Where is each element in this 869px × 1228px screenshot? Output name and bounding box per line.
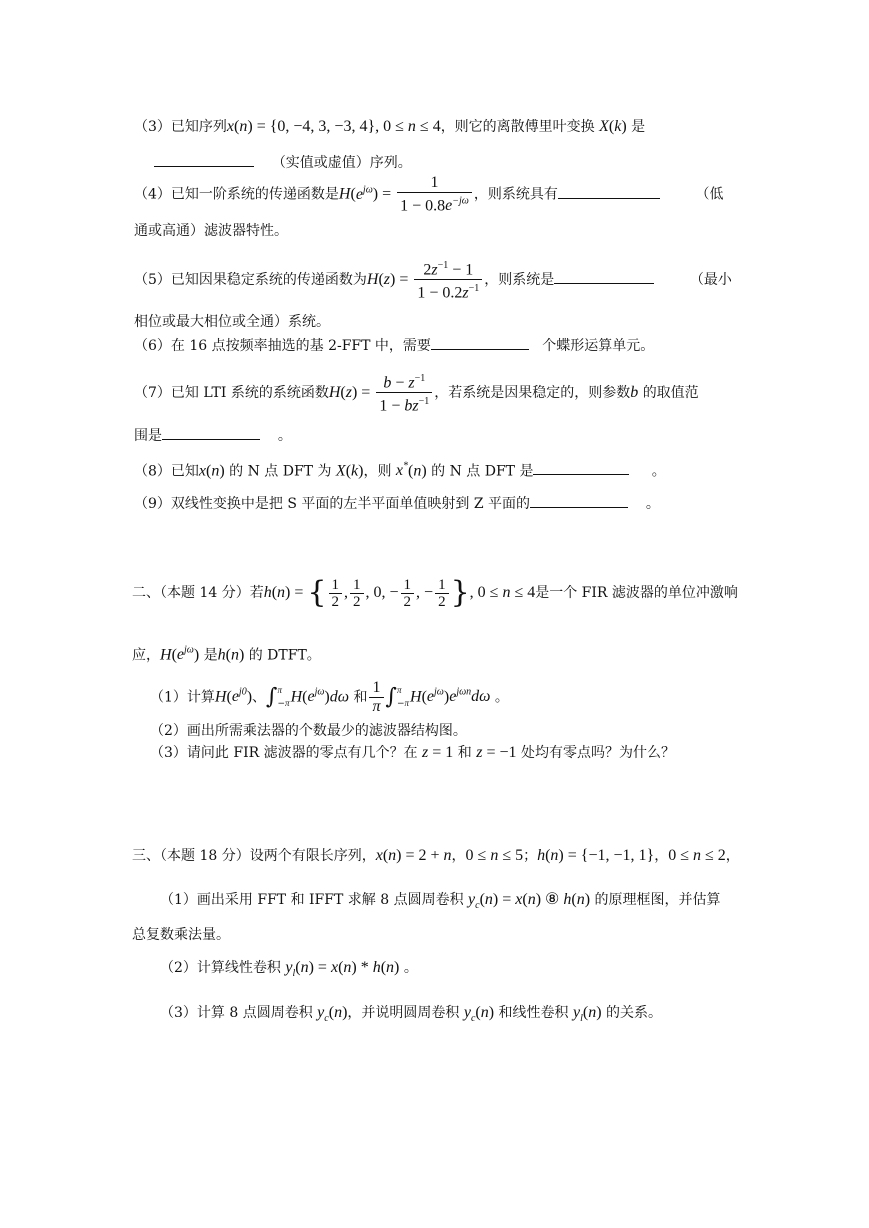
- answer-blank: [554, 269, 654, 284]
- question-9: （9）双线性变换中是把 S 平面的左半平面单值映射到 Z 平面的 。: [134, 493, 660, 514]
- question-7-cont: 围是 。: [134, 425, 292, 446]
- question-3-cont: （实值或虚值）序列。: [154, 152, 412, 173]
- section-2-item-2: （2）画出所需乘法器的个数最少的滤波器结构图。: [150, 723, 467, 739]
- fraction: $\frac{b - z^{-1}}{1 - bz^{-1}}$: [376, 370, 432, 416]
- answer-blank: [533, 460, 629, 475]
- section-3-heading: 三、（本题 18 分）设两个有限长序列，x(n) = 2 + n，0 ≤ n ≤ 5；h(n) = {−1, −1, 1}，0 ≤ n ≤ 2，: [132, 847, 740, 864]
- question-7: （7）已知 LTI 系统的系统函数H(z) = $\frac{b - z^{-1}}{1 - bz^{-1}}$ ，若系统是因果稳定的，则参数b 的取值范: [134, 370, 699, 416]
- section-2-heading: 二、（本题 14 分）若h(n) = { $\frac{1}{2}$ , $\frac{1}{2}$ , 0, − $\frac{1}{2}$ , − $\frac{1}{2}$ }, 0 ≤ n ≤ 4是一个 FIR 滤波器的单位冲激响: [132, 575, 738, 610]
- section-3-item-3: （3）计算 8 点圆周卷积 $y_c(n)$，并说明圆周卷积 $y_c(n)$ 和线性卷积 $y_l(n)$ 的关系。: [160, 1004, 662, 1025]
- question-4: （4）已知一阶系统的传递函数是$H(e^{j\omega})$ = $\frac{1}{1 - 0.8e^{-j\omega}}$ ，则系统具有 （低: [134, 174, 724, 215]
- section-2-item-3: （3）请问此 FIR 滤波器的零点有几个？在 z = 1 和 z = −1 处均有零点吗？为什么？: [150, 744, 675, 761]
- answer-blank: [530, 493, 628, 508]
- question-5: （5）已知因果稳定系统的传递函数为H(z) = $\frac{2z^{-1} - 1}{1 - 0.2z^{-1}}$ ，则系统是 （最小: [134, 257, 732, 303]
- answer-blank: [558, 184, 660, 199]
- fraction: $\frac{1}{1 - 0.8e^{-j\omega}}$: [397, 174, 472, 215]
- answer-blank: [162, 425, 260, 440]
- answer-blank: [154, 152, 254, 167]
- section-2-cont: 应，$H(e^{j\omega})$ 是h(n) 的 DTFT。: [132, 645, 321, 664]
- fraction: $\frac{2z^{-1} - 1}{1 - 0.2z^{-1}}$: [414, 257, 482, 303]
- section-2-item-1: （1）计算$H(e^{j0})$、∫π $-\pi H(e^{j\omega})d\omega$ 和 $\frac{1}{\pi}$ ∫π $-\pi H(e^{j\omega})e^{j\omega n}d\omega$ 。: [150, 678, 509, 715]
- section-3-item-2: （2）计算线性卷积 $y_l(n) = x(n) * h(n)$ 。: [160, 959, 418, 980]
- answer-blank: [431, 335, 529, 350]
- question-3: （3）已知序列x(n) = {0, −4, 3, −3, 4}, 0 ≤ n ≤ 4，则它的离散傅里叶变换 X(k) 是: [134, 118, 646, 135]
- question-8: （8）已知x(n) 的 N 点 DFT 为 X(k)，则 x*(n) 的 N 点 DFT 是 。: [134, 461, 666, 480]
- section-3-item-1: （1）画出采用 FFT 和 IFFT 求解 8 点圆周卷积 $y_c(n) = x(n)$ ⑧ h(n) 的原理框图，并估算: [160, 891, 721, 912]
- section-3-item-1-cont: 总复数乘法量。: [132, 927, 230, 943]
- math-expression: x: [226, 118, 235, 135]
- question-4-cont: 通或高通）滤波器特性。: [134, 223, 288, 239]
- question-5-cont: 相位或最大相位或全通）系统。: [134, 314, 330, 330]
- question-6: （6）在 16 点按频率抽选的基 2-FFT 中，需要 个蝶形运算单元。: [134, 335, 654, 356]
